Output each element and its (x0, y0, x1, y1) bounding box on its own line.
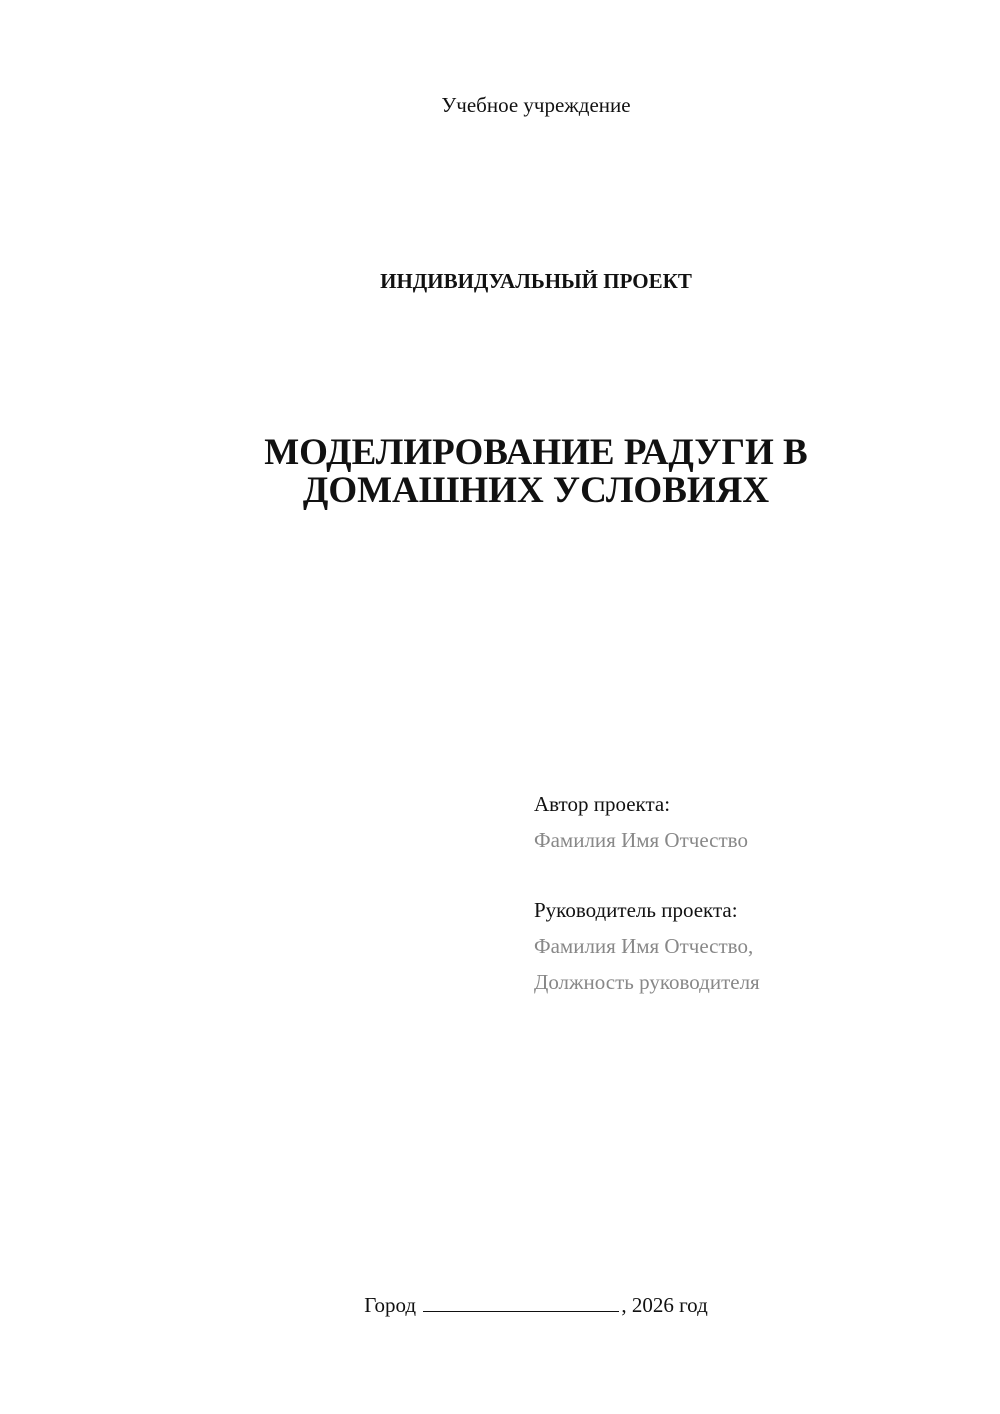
author-name: Фамилия Имя Отчество (534, 828, 748, 852)
project-info-block (534, 786, 954, 1000)
project-title (0, 434, 1000, 510)
info-spacer (534, 858, 954, 892)
project-title-line-1: МОДЕЛИРОВАНИЕ РАДУГИ В (264, 432, 808, 473)
supervisor-position: Должность руководителя (534, 970, 760, 994)
supervisor-label: Руководитель проекта: (534, 898, 738, 922)
institution-name: Учебное учреждение (441, 93, 631, 117)
document-type: ИНДИВИДУАЛЬНЫЙ ПРОЕКТ (380, 269, 692, 293)
city-label: Город (364, 1293, 417, 1317)
supervisor-name: Фамилия Имя Отчество, (534, 934, 754, 958)
city-blank-line (423, 1291, 619, 1312)
author-label: Автор проекта: (534, 792, 671, 816)
year-text: , 2026 год (621, 1293, 708, 1317)
project-title-line-2: ДОМАШНИХ УСЛОВИЯХ (302, 470, 770, 511)
footer-city-year (0, 1290, 1000, 1320)
